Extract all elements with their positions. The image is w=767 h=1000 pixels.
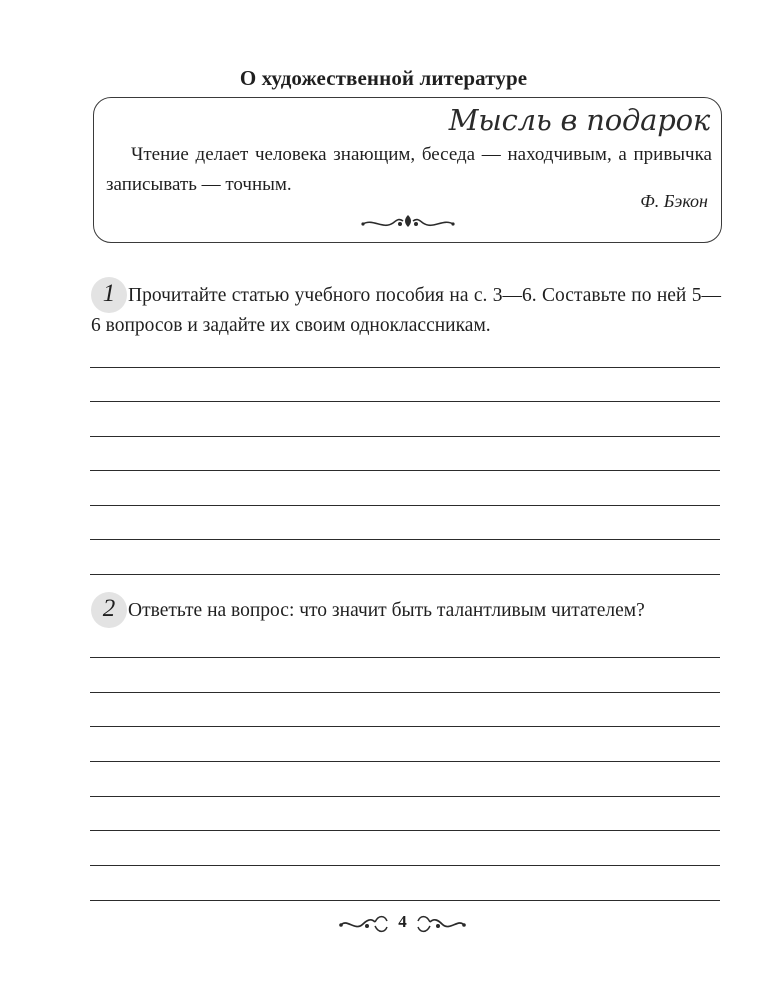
answer-line[interactable] <box>90 692 720 693</box>
task-number: 2 <box>102 595 116 622</box>
answer-line[interactable] <box>90 470 720 471</box>
task-number: 1 <box>102 280 116 307</box>
answer-line[interactable] <box>90 505 720 506</box>
quote-box <box>93 97 722 243</box>
page-title: О художественной литературе <box>239 66 528 90</box>
answer-line[interactable] <box>90 761 720 762</box>
task-text: Прочитайте статью учебного пособия на с. 3—6. Составьте по ней 5—6 вопросов и задайте их своим одноклассникам. <box>91 285 721 336</box>
answer-line[interactable] <box>90 796 720 797</box>
task-text: Ответьте на вопрос: что значит быть талантливым читателем? <box>128 600 645 621</box>
page-footer <box>0 908 767 942</box>
quote-heading: Мысль в подарок <box>448 103 710 137</box>
answer-line[interactable] <box>90 436 720 437</box>
answer-line[interactable] <box>90 830 720 831</box>
answer-line[interactable] <box>90 401 720 402</box>
flourish-ornament-icon <box>359 212 457 232</box>
page-number: 4 <box>398 912 407 931</box>
flourish-ornament-icon <box>337 908 391 942</box>
answer-line[interactable] <box>90 865 720 866</box>
quote-text: Чтение делает человека знающим, беседа — находчивым, а привычка записывать — точным. <box>106 144 712 195</box>
answer-line[interactable] <box>90 900 720 901</box>
flourish-ornament-icon <box>414 908 468 942</box>
answer-line[interactable] <box>90 539 720 540</box>
answer-line[interactable] <box>90 367 720 368</box>
answer-line[interactable] <box>90 574 720 575</box>
answer-line[interactable] <box>90 657 720 658</box>
quote-author: Ф. Бэкон <box>640 191 708 211</box>
answer-line[interactable] <box>90 726 720 727</box>
